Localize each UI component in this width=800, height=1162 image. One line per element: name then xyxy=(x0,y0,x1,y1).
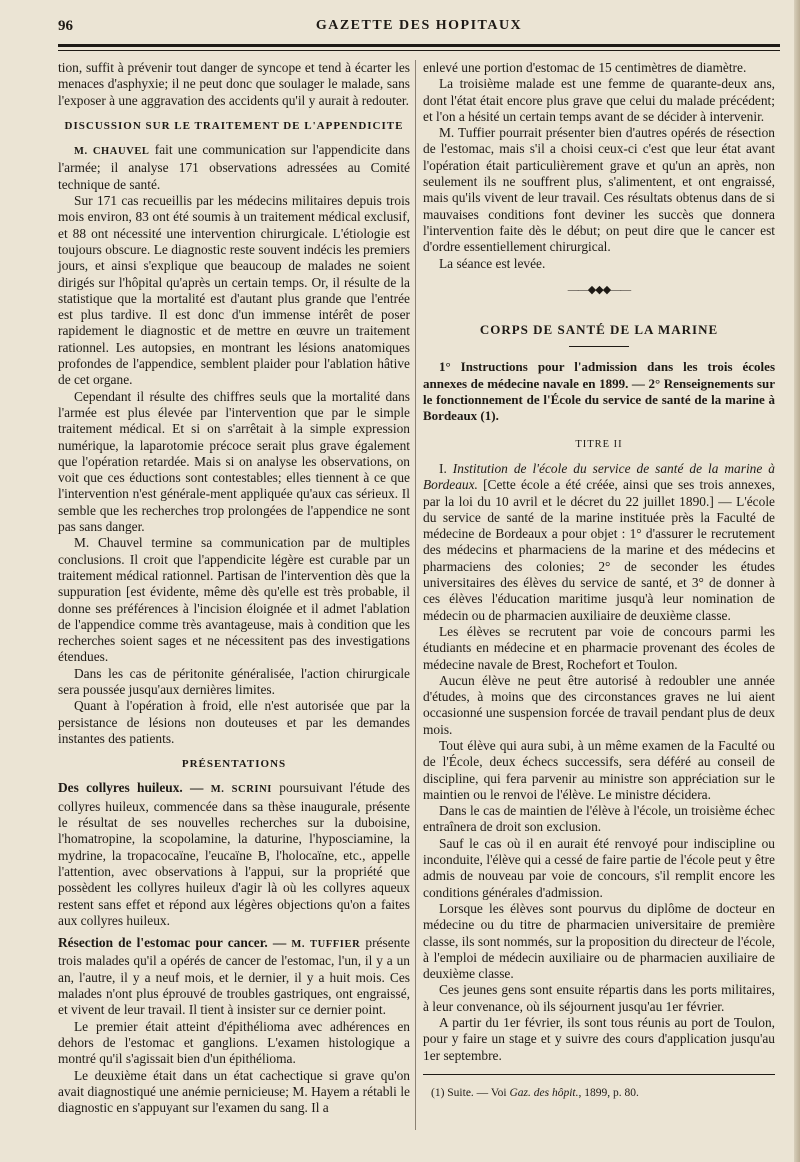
paragraph: Cependant il résulte des chiffres seuls que la mortalité dans l'armée est plus élevée par l'intervention que par le simple traitement médical. Et si on s'arrêtait à la simple expression numérique, la laparotomie précoce serait plus grave également que l'opération retardée. Mais si on analyse les observations, on voit que ces éductions sont contestables; elles tiennent à ce que l'intervention n'est générale-ment appliquée qu'aux cas sérieux. Il semble que les recherches trop prolongées de l'appendice ne sont pas sans danger. xyxy=(58,388,410,535)
speaker-name: M. TUFFIER xyxy=(291,939,361,951)
paragraph: Sur 171 cas recueillis par les médecins militaires depuis trois mois environ, 83 ont été soumis à un traitement médical exclusif, et 88 ont nécessité une intervention chirurgicale. L'étiologie est toujours obscure. Le diagnostic reste souvent indécis les premiers jours, et ainsi s'explique que beaucoup de malades ne soient dirigés sur l'hôpital qu'après un certain temps. Or, il résulte de la statistique que la mortalité est d'autant plus grande que l'entrée est plus tardive. Il est donc d'un immense intérêt de poser rapidement le diagnostic et de mettre en œuvre un traitement rationnel. Les autopsies, en montrant les lésions anatomiques profondes de l'appendice, semblent plaider pour l'ablation hâtive de cet organe. xyxy=(58,193,410,388)
page-number: 96 xyxy=(58,18,73,34)
paragraph: M. CHAUVEL fait une communication sur l'appendicite dans l'armée; il analyse 171 observations adressées au Comité technique de santé. xyxy=(58,142,410,192)
footnote-rule xyxy=(423,1074,775,1075)
paragraph: Sauf le cas où il en aurait été renvoyé pour indiscipline ou inconduite, l'élève qui a cessé de faire partie de l'école peut y être admis de nouveau par voie de concours, s'il remplit encore les conditions générales d'admission. xyxy=(423,835,775,900)
running-title: GAZETTE DES HOPITAUX xyxy=(315,18,523,33)
paragraph: M. Tuffier pourrait présenter bien d'autres opérés de résection de l'estomac, mais s'il a choisi ceux-ci c'est que leur état avant l'opération était particulièrement grave et qu'un an après, non seulement ils ne souffrent plus, s'alimentent, et ont engraissé, mais qu'ils vivent de leur travail. Ces résultats obtenus dans de si mauvaises conditions font deviner les succès que donnera l'intervention faite dès le début; on peut dire que le cancer est d'ordre essentiellement chirurgical. xyxy=(423,125,775,255)
notice-heading: 1° Instructions pour l'admission dans les trois écoles annexes de médecine navale en 1899. — 2° Renseignements sur le fonctionnement de l'École du service de santé de la marine à Bordeaux (1). xyxy=(423,359,775,424)
section-heading-presentations: PRÉSENTATIONS xyxy=(181,758,287,771)
item-lead: Des collyres huileux. — xyxy=(58,780,211,796)
paragraph: Le deuxième était dans un état cachectique si grave qu'on avait diagnostiqué une anémie pernicieuse; M. Hayem a rétabli le diagnostic en s'appuyant sur l'examen du sang. Il a xyxy=(58,1067,410,1116)
paragraph: Quant à l'opération à froid, elle n'est autorisée que par la persistance de lésions non douteuses et par les demandes instantes des patients. xyxy=(58,698,410,746)
paragraph: La troisième malade est une femme de quarante-deux ans, dont l'état était encore plus grave que celui du malade précédent; et l'on a hésité un certain temps avant de se décider à intervenir. xyxy=(423,76,775,124)
section-heading-marine: CORPS DE SANTÉ DE LA MARINE xyxy=(479,322,719,338)
paragraph: I. Institution de l'école du service de santé de la marine à Bordeaux. [Cette école a été créée, ainsi que ses trois annexes, par la loi du 10 avril et le décret du 22 juillet 1890.] — L'école du service de santé de la marine instituée près la Faculté de médecine de Bordeaux a pour objet : 1° d'assurer le recrutement des médecins et pharmaciens de la marine et des médecins et pharmaciens des colonies; 2° de seconder les études universitaires des élèves du service de santé, et 3° de donner à ces élèves l'éducation maritime jusqu'à leur nomination de médecin ou de pharmacien auxiliaire de deuxième classe. xyxy=(423,460,775,623)
footnote: (1) Suite. — Voi Gaz. des hôpit., 1899, p. 80. xyxy=(431,1086,639,1099)
paragraph: Ces jeunes gens sont ensuite répartis dans les ports militaires, à leur convenance, où ils séjournent jusqu'au 1er février. xyxy=(423,982,775,1014)
paragraph: enlevé une portion d'estomac de 15 centimètres de diamètre. xyxy=(423,60,747,75)
section-heading-appendicite: DISCUSSION SUR LE TRAITEMENT DE L'APPENDICITE xyxy=(64,119,404,132)
section-ornament: ——◆◆◆—— xyxy=(567,283,631,296)
paragraph: M. Chauvel termine sa communication par de multiples conclusions. Il croit que l'appendicite légère est curable par un traitement médical rationnel. Partisan de l'intervention dès que la suppuration [est évidente, même dès qu'elle est très probable, il donne ses préférences à l'incision éloignée et il admet l'ablation de l'appendice comme très avantageuse, mais à condition que les recherches soient sages et ne nécessitent pas des investigations étendues. xyxy=(58,535,410,665)
column-separator xyxy=(415,60,416,1130)
header-rule-thin xyxy=(58,50,780,51)
header-rule-thick xyxy=(58,44,780,47)
page-edge-shadow xyxy=(794,0,800,1162)
page-header xyxy=(58,18,780,38)
article-title: Institution de l'école du service de santé de la marine à Bordeaux. xyxy=(423,460,775,493)
paragraph: Dans les cas de péritonite généralisée, l'action chirurgicale sera poussée jusqu'aux dernières limites. xyxy=(58,665,410,697)
item-lead: Résection de l'estomac pour cancer. — xyxy=(58,935,292,951)
paragraph: Aucun élève ne peut être autorisé à redoubler une année d'études, à moins que des circonstances graves ne lui aient occasionné une suspension forcée de travail pendant plus de deux mois. xyxy=(423,672,775,737)
paragraph: Les élèves se recrutent par voie de concours parmi les étudiants en médecine et en pharmacie provenant des écoles de médecine navale de Brest, Rochefort et Toulon. xyxy=(423,623,775,672)
paragraph: Des collyres huileux. — M. SCRINI poursuivant l'étude des collyres huileux, commencée dans sa thèse inaugurale, présente le résultat de ses nouvelles recherches sur la duboisine, l'homatropine, la scopolamine, la daturine, l'hyposciamine, la mydrine, la tropacocaïne, l'eucaïne B, l'holocaïne, etc., appelle l'attention, avec observations à l'appui, sur la propriété que possèdent les collyres huileux d'agir là où les collyres aqueux restent sans effet et répond aux légères objections qu'on a faites aux collyres huileux. xyxy=(58,780,410,928)
speaker-name: M. SCRINI xyxy=(210,784,272,796)
paragraph: Résection de l'estomac pour cancer. — M. TUFFIER présente trois malades qu'il a opérés de cancer de l'estomac, l'un, il y a un an, l'autre, il y a neuf mois, et le dernier, il y a huit mois. Ces malades n'ont plus éprouvé de troubles gastriques, ont engraissé, et vivent de leur travail. Il tient à insister sur ce dernier point. xyxy=(58,935,410,1018)
paragraph: tion, suffit à prévenir tout danger de syncope et tend à écarter les menaces d'asphyxie; il ne peut donc que soulager le malade, sans l'exposer à une aggravation des accidents qu'il y aurait à redouter. xyxy=(58,60,410,108)
right-column xyxy=(423,60,775,1101)
left-column xyxy=(58,60,410,1116)
paragraph: Lorsque les élèves sont pourvus du diplôme de docteur en médecine ou du titre de pharmacien universitaire de première classe, ils sont nommés, sur la proposition du directeur de l'école, à l'emploi de médecin auxiliaire ou de pharmacien auxiliaire de deuxième classe. xyxy=(423,900,775,982)
short-rule xyxy=(569,346,629,347)
speaker-name: M. CHAUVEL xyxy=(74,146,150,158)
paragraph: La séance est levée. xyxy=(439,255,546,271)
titre-heading: TITRE II xyxy=(575,438,623,450)
paragraph: Dans le cas de maintien de l'élève à l'école, un troisième échec entraînera de droit son exclusion. xyxy=(423,803,775,835)
paragraph: A partir du 1er février, ils sont tous réunis au port de Toulon, pour y faire un stage et y suivre des cours d'application jusqu'au 1er septembre. xyxy=(423,1015,775,1063)
paragraph: Le premier était atteint d'épithélioma avec adhérences en dehors de l'estomac et ganglions. L'examen histologique a montré qu'il s'agissait bien d'un épithélioma. xyxy=(58,1018,410,1067)
paragraph: Tout élève qui aura subi, à un même examen de la Faculté ou de l'École, deux échecs successifs, sera déféré au conseil de discipline, qui fera parvenir au ministre son appréciation sur le maintien ou le renvoi de l'élève. Le ministre décidera. xyxy=(423,737,775,802)
